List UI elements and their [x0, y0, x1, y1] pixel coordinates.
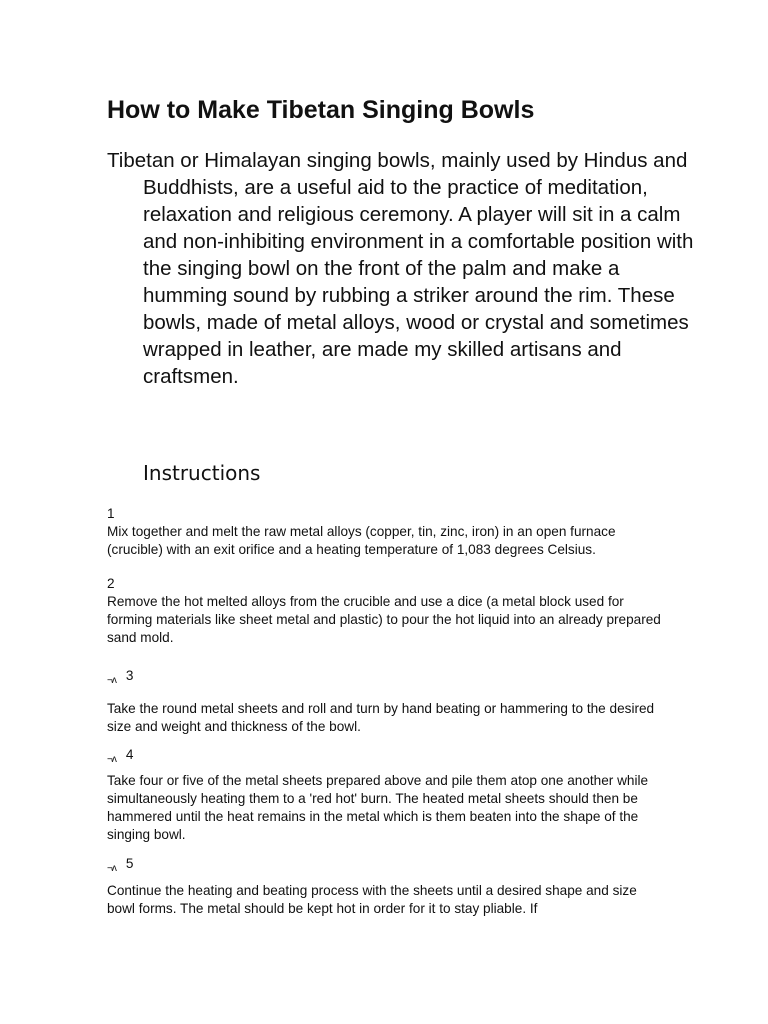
step-text: Take the round metal sheets and roll and turn by hand beating or hammering to the desired size and weight and thickness of the bowl.	[107, 701, 655, 734]
step-marker	[107, 855, 133, 878]
step-number: 2	[107, 576, 115, 591]
step-bullet-icon: ¬ʌ	[107, 675, 116, 686]
step-text: Remove the hot melted alloys from the crucible and use a dice (a metal block used for forming materials like sheet metal and plastic) to pour the hot liquid into an already prepared sand mold.	[107, 594, 661, 645]
page-title: How to Make Tibetan Singing Bowls	[107, 96, 535, 124]
instructions-heading: Instructions	[143, 461, 261, 485]
step-number: 4	[125, 747, 134, 762]
step-text: Take four or five of the metal sheets prepared above and pile them atop one another while simultaneously heating them to a 'red hot' burn. The heated metal sheets should then be hammered until the heat remains in the metal which is them beaten into the shape of the singing bowl.	[107, 773, 649, 842]
intro-paragraph: Tibetan or Himalayan singing bowls, mainly used by Hindus and Buddhists, are a useful aid to the practice of meditation, relaxation and religious ceremony. A player will sit in a calm and non-inhibiting environment in a comfortable position with the singing bowl on the front of the palm and make a humming sound by rubbing a striker around the rim. These bowls, made of metal alloys, wood or crystal and sometimes wrapped in leather, are made my skilled artisans and craftsmen.	[107, 149, 694, 388]
step-text: Mix together and melt the raw metal alloys (copper, tin, zinc, iron) in an open furnace (crucible) with an exit orifice and a heating temperature of 1,083 degrees Celsius.	[107, 524, 616, 557]
step-bullet-icon: ¬ʌ	[107, 754, 116, 765]
step-marker	[107, 667, 133, 690]
step-marker	[107, 746, 133, 769]
step-number: 3	[125, 668, 134, 683]
step-bullet-icon: ¬ʌ	[107, 863, 116, 874]
step-text: Continue the heating and beating process with the sheets until a desired shape and size bowl forms. The metal should be kept hot in order for it to stay pliable. If	[107, 883, 637, 916]
step-number: 5	[125, 856, 134, 871]
step-number: 1	[107, 506, 115, 521]
